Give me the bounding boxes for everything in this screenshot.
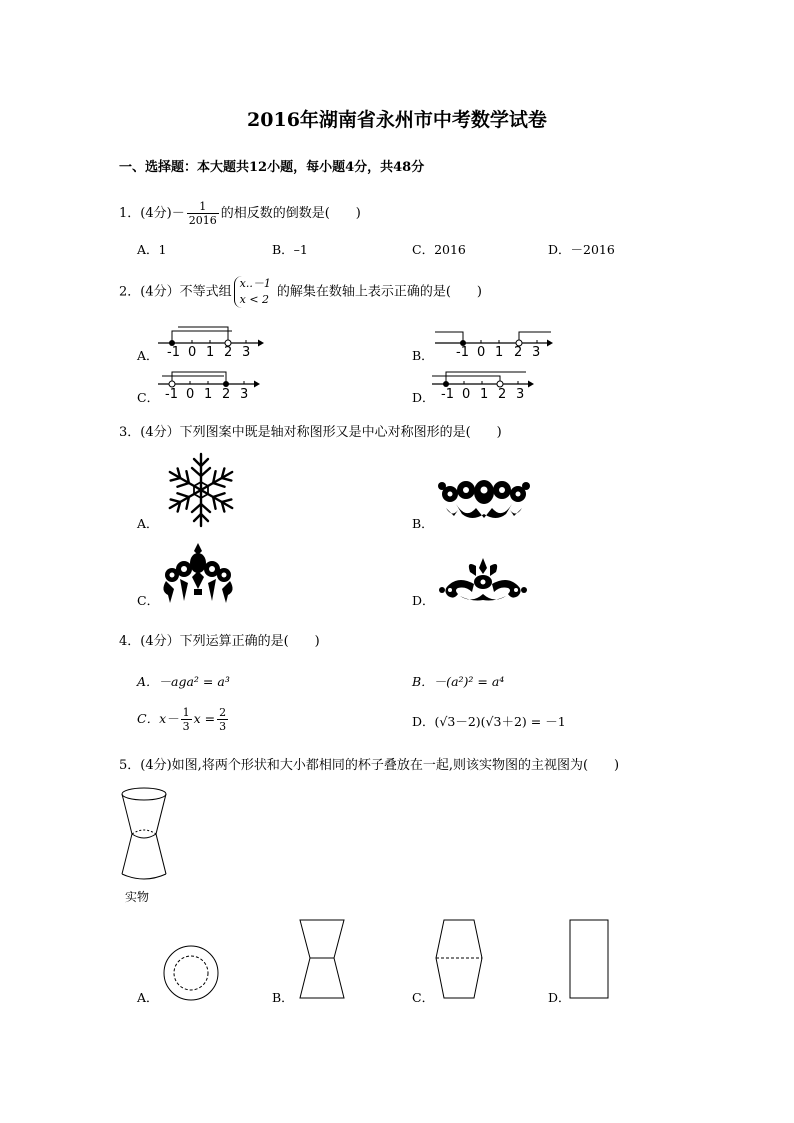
rectangle-view-figure[interactable] <box>568 918 612 1002</box>
q1-fraction <box>187 200 219 227</box>
q2-c-tick-3: 3 <box>240 387 249 402</box>
question-2-stem <box>119 276 482 308</box>
q5-option-b[interactable]: B． <box>272 990 294 1005</box>
q1-suffix: 的相反数的倒数是( ) <box>220 206 361 221</box>
q2-inequality-system <box>234 276 275 308</box>
q2-option-a[interactable]: A． <box>137 348 159 363</box>
q2-a-tick-0: 0 <box>188 345 197 360</box>
section-heading: 一、选择题：本大题共12小题，每小题4分，共48分 <box>119 160 425 175</box>
q4-option-c[interactable] <box>137 706 230 733</box>
q2-option-d[interactable]: D． <box>412 390 435 405</box>
hourglass-view-figure[interactable] <box>298 918 346 1002</box>
q2-c-tick-0: 0 <box>186 387 195 402</box>
q2-option-b[interactable]: B． <box>412 348 434 363</box>
q2-c-tick-neg1: -1 <box>165 387 178 402</box>
q2-d-tick-1: 1 <box>480 387 489 402</box>
hexagon-view-figure[interactable] <box>434 918 484 1002</box>
question-1-stem <box>119 200 361 227</box>
q4-c-prefix: C．x－ <box>137 711 179 726</box>
q1-option-d[interactable]: D．－2016 <box>548 242 615 257</box>
q4-c-fraction-2 <box>217 706 228 733</box>
q4-c-frac1-den: 3 <box>182 720 190 733</box>
q1-option-b[interactable]: B．–1 <box>272 242 308 257</box>
q3-option-b[interactable]: B． <box>412 516 434 531</box>
q2-a-tick-3: 3 <box>242 345 251 360</box>
q2-d-tick-0: 0 <box>462 387 471 402</box>
q2-line-1: x..－1 <box>239 277 271 290</box>
q5-option-d[interactable]: D． <box>548 990 571 1005</box>
q4-c-fraction-1 <box>181 706 192 733</box>
q1-frac-denominator: 2016 <box>188 214 217 227</box>
q2-b-tick-neg1: -1 <box>456 345 469 360</box>
q2-b-tick-2: 2 <box>514 345 523 360</box>
q3-option-d[interactable]: D． <box>412 593 435 608</box>
q2-line-2: x < 2 <box>239 293 270 306</box>
q1-minus: － <box>171 206 185 221</box>
q4-c-frac2-num: 2 <box>219 706 227 719</box>
question-5-stem: 5．(4分)如图,将两个形状和大小都相同的杯子叠放在一起,则该实物图的主视图为( ) <box>119 758 620 773</box>
q2-prefix: 2．(4分）不等式组 <box>119 284 232 300</box>
stacked-cups-figure <box>116 782 172 886</box>
q1-option-c[interactable]: C．2016 <box>412 242 466 257</box>
q2-d-tick-3: 3 <box>516 387 525 402</box>
q2-suffix: 的解集在数轴上表示正确的是( ) <box>276 284 482 300</box>
question-4-stem: 4．(4分）下列运算正确的是( ) <box>119 634 320 649</box>
q5-option-a[interactable]: A． <box>137 990 159 1005</box>
q2-d-tick-2: 2 <box>498 387 507 402</box>
q2-option-c[interactable]: C． <box>137 390 160 405</box>
q2-b-tick-0: 0 <box>477 345 486 360</box>
q1-prefix: 1．(4分) <box>119 206 172 221</box>
snowflake-figure[interactable] <box>162 452 240 528</box>
q2-d-tick-neg1: -1 <box>441 387 454 402</box>
q4-option-a[interactable]: A．－aga² = a³ <box>137 674 230 689</box>
ornament-b-figure[interactable] <box>436 474 532 524</box>
q2-b-tick-1: 1 <box>495 345 504 360</box>
q2-c-tick-1: 1 <box>204 387 213 402</box>
q4-c-frac1-num: 1 <box>182 706 190 719</box>
page-title: 2016年湖南省永州市中考数学试卷 <box>247 109 547 131</box>
q2-a-tick-2: 2 <box>224 345 233 360</box>
ornament-d-figure[interactable] <box>436 556 530 604</box>
q1-option-a[interactable]: A．1 <box>137 242 167 257</box>
q1-frac-numerator: 1 <box>187 200 219 214</box>
circle-view-figure[interactable] <box>162 944 220 1002</box>
q2-c-tick-2: 2 <box>222 387 231 402</box>
q4-option-b[interactable]: B．－(a²)² = a⁴ <box>412 674 505 689</box>
q3-option-a[interactable]: A． <box>137 516 159 531</box>
q4-option-d[interactable]: D．(√3－2)(√3＋2) = －1 <box>412 714 566 729</box>
q4-c-middle: x = <box>193 711 216 726</box>
q5-option-c[interactable]: C． <box>412 990 435 1005</box>
q2-a-tick-1: 1 <box>206 345 215 360</box>
question-3-stem: 3．(4分）下列图案中既是轴对称图形又是中心对称图形的是( ) <box>119 425 502 440</box>
ornament-c-figure[interactable] <box>160 543 236 605</box>
q3-option-c[interactable]: C． <box>137 593 160 608</box>
object-label: 实物 <box>125 890 150 904</box>
q2-b-tick-3: 3 <box>532 345 541 360</box>
q4-c-frac2-den: 3 <box>219 720 227 733</box>
q2-a-tick-neg1: -1 <box>167 345 180 360</box>
